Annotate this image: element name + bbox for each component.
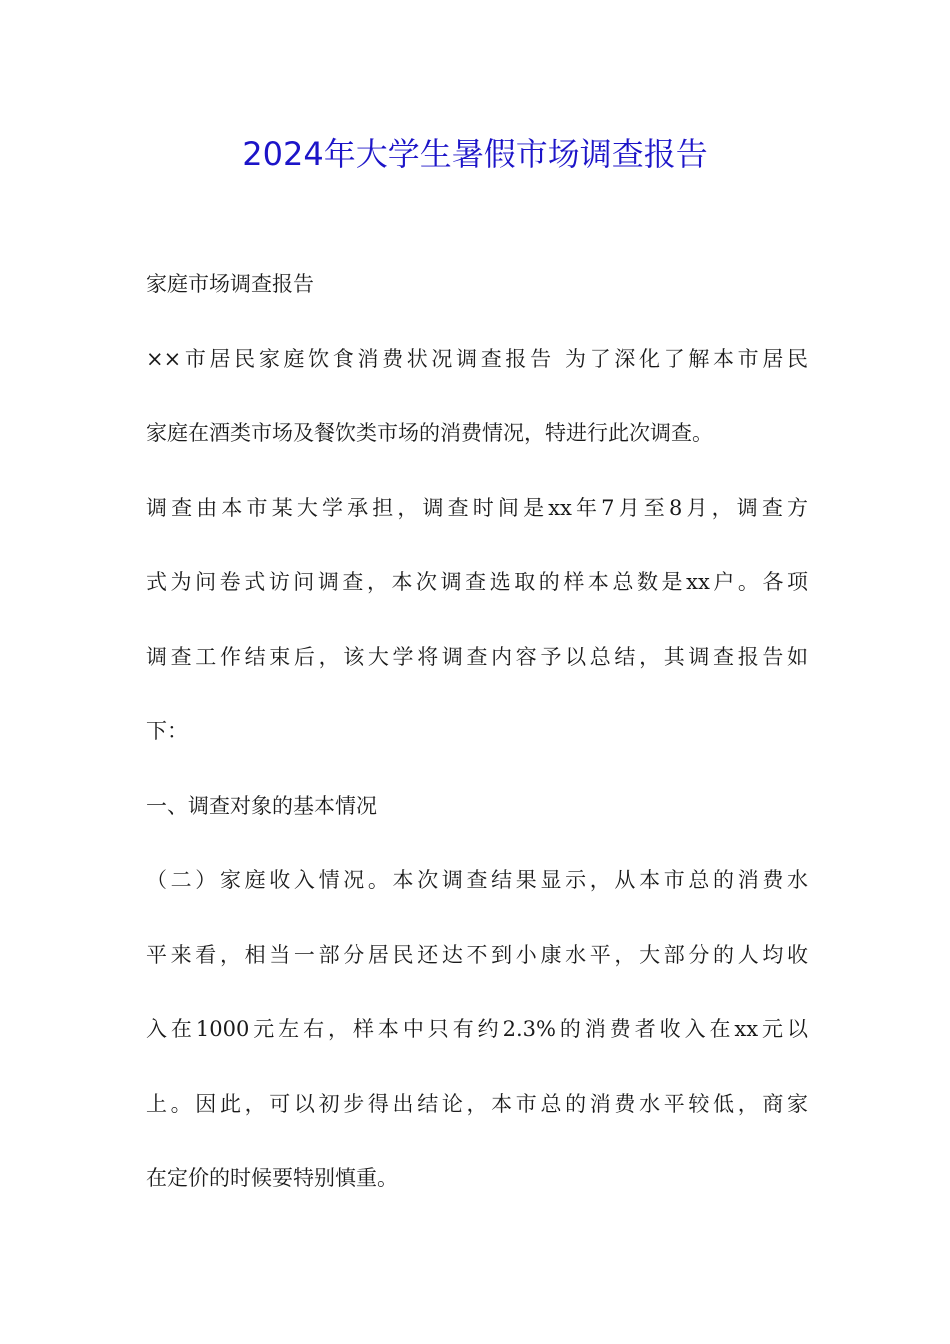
document-body [146,262,808,1231]
body-line: 调查由本市某大学承担，调查时间是xx年7月至8月，调查方 [146,495,808,520]
body-line: 上。因此，可以初步得出结论，本市总的消费水平较低，商家 [146,1091,808,1116]
body-line: 家庭在酒类市场及餐饮类市场的消费情况，特进行此次调查。 [146,421,713,445]
body-line: 调查工作结束后，该大学将调查内容予以总结，其调查报告如 [146,644,808,669]
body-line: 式为问卷式访问调查，本次调查选取的样本总数是xx户。各项 [146,570,808,594]
body-line: 在定价的时候要特别慎重。 [146,1166,398,1190]
body-line: ××市居民家庭饮食消费状况调查报告 为了深化了解本市居民 [146,346,808,371]
body-line: （二）家庭收入情况。本次调查结果显示，从本市总的消费水 [146,868,808,892]
body-line: 家庭市场调查报告 [146,272,314,296]
document-title: 2024年大学生暑假市场调查报告 [242,135,708,173]
body-line: 入在1000元左右，样本中只有约2.3%的消费者收入在xx元以 [146,1017,808,1041]
body-line: 下： [146,719,188,743]
body-line: 一、调查对象的基本情况 [146,793,377,818]
body-line: 平来看，相当一部分居民还达不到小康水平，大部分的人均收 [146,942,808,967]
